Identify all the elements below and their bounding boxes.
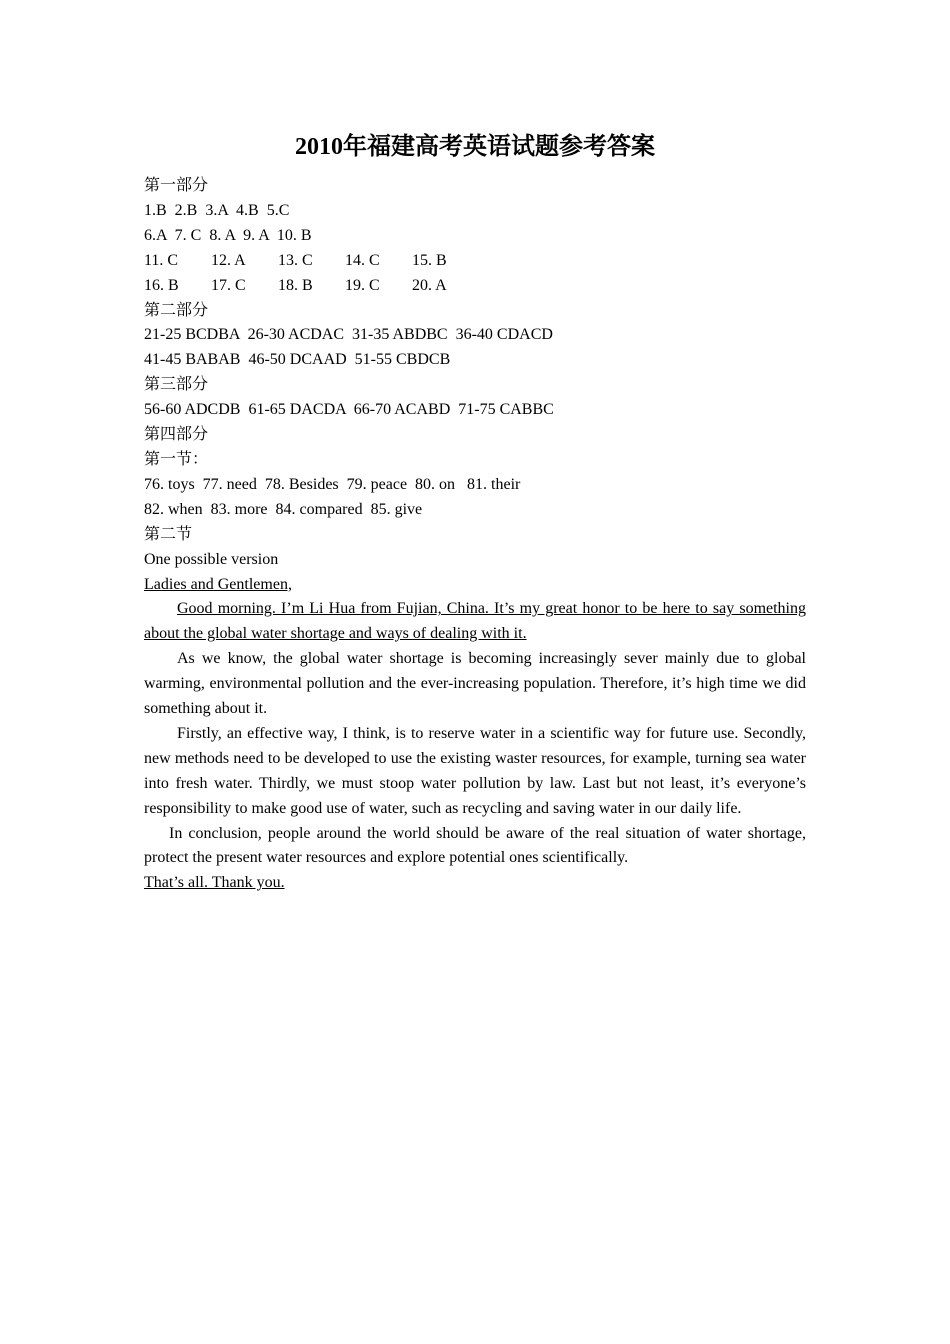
- page-title: 2010年福建高考英语试题参考答案: [295, 134, 655, 160]
- answer-12: 12. A: [211, 251, 246, 269]
- answer-20: 20. A: [412, 276, 447, 294]
- answer-15: 15. B: [412, 251, 447, 269]
- part3-answers-row1: 56-60 ADCDB 61-65 DACDA 66-70 ACABD 71-75 CABBC: [144, 401, 554, 419]
- section2-heading: 第二节: [144, 525, 193, 543]
- version-label: One possible version: [144, 550, 279, 568]
- essay-salutation: Ladies and Gentlemen,: [144, 575, 292, 593]
- document-page: [144, 130, 806, 896]
- part3-heading: 第三部分: [144, 376, 209, 394]
- essay-closing: That’s all. Thank you.: [144, 874, 285, 892]
- section1-heading: 第一节：: [144, 450, 209, 468]
- part1-answers-row4: [144, 274, 806, 299]
- answer-16: 16. B: [144, 276, 179, 294]
- part2-heading: 第二部分: [144, 301, 209, 319]
- essay-paragraph-2: As we know, the global water shortage is becoming increasingly sever mainly due to global warming, environmental pollution and the ever-increasing population. Therefore, it’s high time we did something about it.: [144, 650, 806, 718]
- part1-answers-row1: 1.B 2.B 3.A 4.B 5.C: [144, 201, 290, 219]
- essay-paragraph-1: [144, 597, 806, 647]
- part1-answers-row3: [144, 249, 806, 274]
- essay-paragraph-3: Firstly, an effective way, I think, is to reserve water in a scientific way for future use. Secondly, new methods need to be developed to use the existing waster resources, for example, turning sea water into fresh water. Thirdly, we must stoop water pollution by law. Last but not least, it’s everyone’s responsibility to make good use of water, such as recycling and saving water in our daily life.: [144, 724, 806, 817]
- part2-answers-row2: 41-45 BABAB 46-50 DCAAD 51-55 CBDCB: [144, 351, 451, 369]
- answer-11: 11. C: [144, 251, 179, 269]
- answer-14: 14. C: [345, 251, 380, 269]
- answer-18: 18. B: [278, 276, 313, 294]
- answer-19: 19. C: [345, 276, 380, 294]
- section1-answers-row2: 82. when 83. more 84. compared 85. give: [144, 500, 423, 518]
- part2-answers-row1: 21-25 BCDBA 26-30 ACDAC 31-35 ABDBC 36-40 CDACD: [144, 326, 553, 344]
- answer-13: 13. C: [278, 251, 313, 269]
- essay-paragraph-4: In conclusion, people around the world should be aware of the real situation of water shortage, protect the present water resources and explore potential ones scientifically.: [144, 824, 806, 867]
- part4-heading: 第四部分: [144, 426, 209, 444]
- essay-paragraph-1-text: Good morning. I’m Li Hua from Fujian, China. It’s my great honor to be here to say something about the global water shortage and ways of dealing with it.: [144, 600, 806, 643]
- part1-heading: 第一部分: [144, 177, 209, 194]
- answer-17: 17. C: [211, 276, 246, 294]
- part1-answers-row2: 6.A 7. C 8. A 9. A 10. B: [144, 226, 312, 244]
- section1-answers-row1: 76. toys 77. need 78. Besides 79. peace 80. on 81. their: [144, 475, 521, 493]
